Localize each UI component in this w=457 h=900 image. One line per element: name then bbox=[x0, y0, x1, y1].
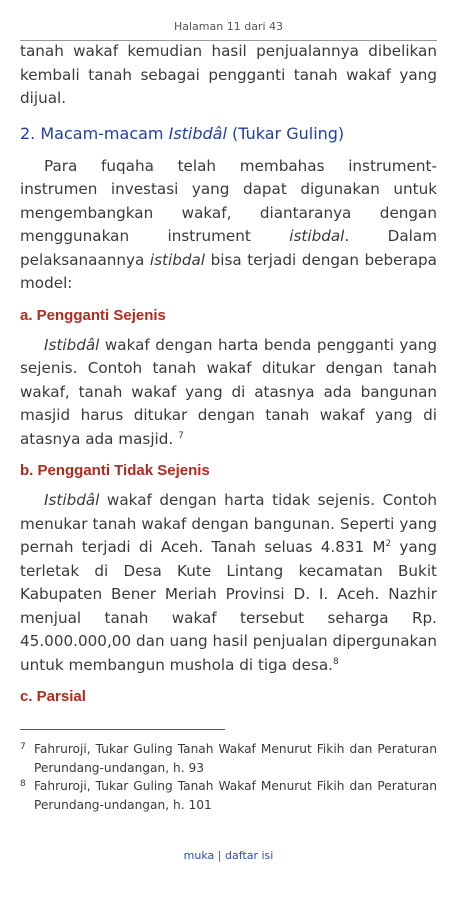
page-header bbox=[20, 20, 437, 41]
section-heading-term: Istibdâl bbox=[168, 123, 227, 143]
footnote-text: Fahruroji, Tukar Guling Tanah Wakaf Menurut Fikih dan Peraturan Perundang-undangan, h. 101 bbox=[34, 779, 437, 812]
page-number-label: Halaman 11 dari 43 bbox=[173, 20, 284, 33]
paragraph-continuation: tanah wakaf kemudian hasil penjualannya dibelikan kembali tanah sebagai pengganti tanah wakaf yang dijual. bbox=[20, 42, 437, 107]
paragraph-pengganti-sejenis bbox=[20, 334, 437, 452]
footnote-number: 7 bbox=[20, 742, 26, 752]
text-run: wakaf dengan harta benda pengganti yang sejenis. Contoh tanah wakaf ditukar dengan tanah wakaf, tanah wakaf yang di atasnya ada bangunan masjid harus ditukar dengan tanah wakaf yang di atasnya ada masjid. bbox=[20, 335, 437, 448]
subheading-pengganti-tidak-sejenis: b. Pengganti Tidak Sejenis bbox=[20, 462, 210, 479]
term-istibdal: Istibdâl bbox=[44, 491, 100, 509]
home-link[interactable]: muka bbox=[183, 849, 215, 862]
section-heading-number: 2. Macam-macam bbox=[20, 123, 169, 143]
text-run: . Dalam pelaksanaannya bbox=[20, 227, 437, 269]
term-istibdal: istibdal bbox=[289, 227, 345, 245]
section-heading bbox=[20, 123, 437, 145]
footnote-7 bbox=[20, 740, 437, 777]
page-footer-nav bbox=[0, 849, 457, 862]
nav-separator: | bbox=[217, 849, 222, 862]
subheading-pengganti-sejenis: a. Pengganti Sejenis bbox=[20, 306, 166, 324]
text-run: Para fuqaha telah membahas instrument-instrumen investasi yang dapat digunakan untuk mengembangkan wakaf, diantaranya dengan menggunakan instrument bbox=[20, 156, 437, 245]
text-run: bisa terjadi dengan beberapa model: bbox=[20, 250, 437, 292]
footnote-divider bbox=[20, 729, 225, 730]
footnote-8 bbox=[20, 777, 437, 814]
paragraph-pengganti-tidak-sejenis bbox=[20, 489, 437, 677]
paragraph-intro bbox=[20, 155, 437, 296]
subheading-parsial: c. Parsial bbox=[20, 688, 86, 705]
footnote-ref-7[interactable]: 7 bbox=[178, 430, 184, 441]
term-istibdal: Istibdâl bbox=[44, 335, 100, 354]
text-run: yang terletak di Desa Kute Lintang kecamatan Bukit Kabupaten Bener Meriah Provinsi D. I. Aceh. Nazhir menjual tanah wakaf tersebut seharga Rp. 45.000.000,00 dan uang hasil penjualan dipergunakan untuk membangun mushola di tiga desa. bbox=[20, 538, 437, 674]
superscript-squared: 2 bbox=[385, 538, 392, 549]
footnote-number: 8 bbox=[20, 779, 26, 789]
document-content bbox=[20, 40, 437, 814]
text-run: wakaf dengan harta tidak sejenis. Contoh menukar tanah wakaf dengan bangunan. Seperti yang pernah terjadi di Aceh. Tanah seluas 4.831 M bbox=[20, 491, 437, 556]
table-of-contents-link[interactable]: daftar isi bbox=[225, 849, 274, 862]
term-istibdal: istibdal bbox=[149, 250, 206, 269]
section-heading-rest: (Tukar Guling) bbox=[226, 123, 345, 143]
footnote-text: Fahruroji, Tukar Guling Tanah Wakaf Menurut Fikih dan Peraturan Perundang-undangan, h. 93 bbox=[34, 742, 437, 775]
footnote-ref-8[interactable]: 8 bbox=[332, 656, 339, 667]
